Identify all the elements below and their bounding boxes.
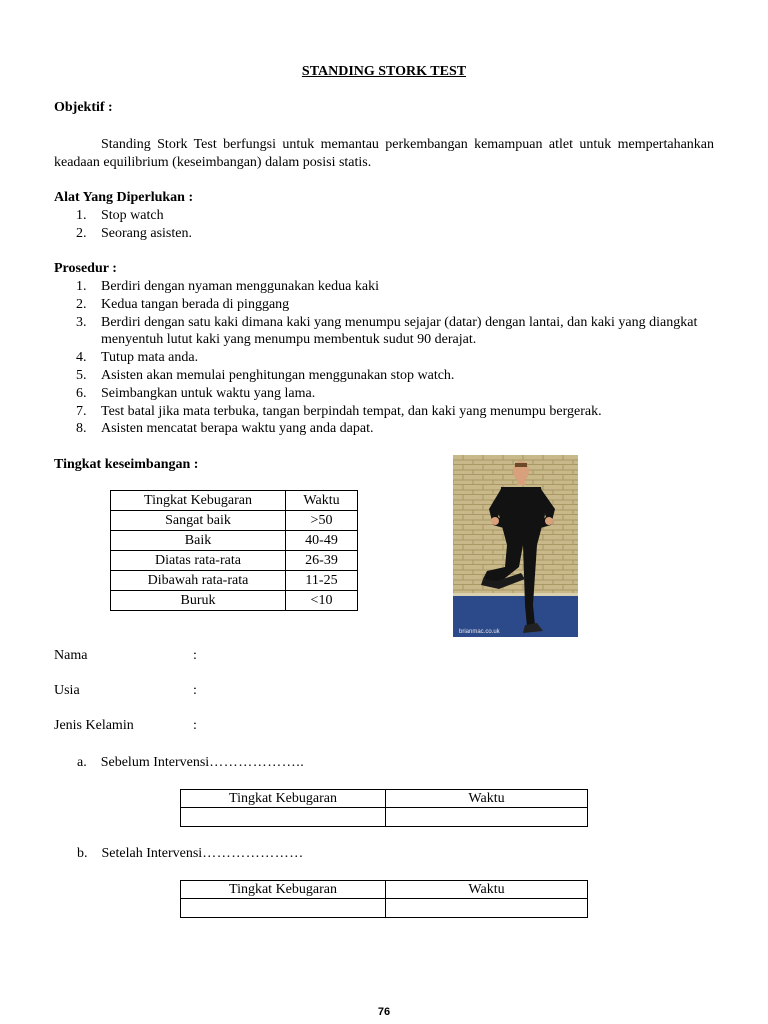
table-row [111, 591, 358, 611]
objective-body: Standing Stork Test berfungsi untuk memantau perkembangan kemampuan atlet untuk mempertahankan keadaan equilibrium (keseimbangan) dalam posisi statis. [54, 137, 714, 170]
table-header-cell: Tingkat Kebugaran [111, 491, 286, 511]
table-row [111, 571, 358, 591]
table-row [111, 531, 358, 551]
athlete-photo [453, 455, 578, 637]
table-cell: Diatas rata-rata [111, 551, 286, 571]
balance-table [110, 490, 358, 611]
list-item: 2. Kedua tangan berada di pinggang [76, 296, 290, 312]
table-cell: >50 [286, 511, 358, 531]
page-number: 76 [377, 1006, 391, 1018]
list-item: 1. Berdiri dengan nyaman menggunakan kedua kaki [76, 279, 379, 294]
table-row [111, 551, 358, 571]
list-item: 1. Stop watch [76, 208, 164, 223]
before-table [180, 789, 588, 827]
list-item: 8. Asisten mencatat berapa waktu yang anda dapat. [76, 421, 374, 437]
table-row [111, 511, 358, 531]
table-header-row [181, 881, 588, 899]
list-item: 6. Seimbangkan untuk waktu yang lama. [76, 385, 316, 401]
athlete-illustration [453, 455, 578, 637]
table-row [181, 808, 588, 827]
objective-heading: Objektif : [54, 100, 113, 115]
table-header-cell: Waktu [386, 881, 588, 899]
table-cell: <10 [286, 591, 358, 611]
list-item: 4. Tutup mata anda. [76, 350, 199, 366]
field-colon: : [193, 683, 197, 698]
table-cell: Sangat baik [111, 511, 286, 531]
field-colon: : [193, 718, 197, 733]
before-intervention-label: a. Sebelum Intervensi……………….. [77, 755, 305, 770]
after-table [180, 880, 588, 918]
table-header-cell: Waktu [386, 790, 588, 808]
table-cell [386, 899, 588, 918]
table-header-cell: Waktu [286, 491, 358, 511]
table-cell: 26-39 [286, 551, 358, 571]
table-row [181, 899, 588, 918]
list-item: 2. Seorang asisten. [76, 225, 192, 241]
table-cell [181, 899, 386, 918]
field-label-name: Nama [54, 648, 88, 663]
objective-text [54, 136, 714, 172]
page-title: STANDING STORK TEST [301, 64, 467, 79]
after-intervention-label: b. Setelah Intervensi………………… [77, 846, 304, 861]
table-cell: Dibawah rata-rata [111, 571, 286, 591]
table-header-cell: Tingkat Kebugaran [181, 790, 386, 808]
table-cell: Buruk [111, 591, 286, 611]
equipment-heading: Alat Yang Diperlukan : [54, 190, 194, 205]
table-cell: 40-49 [286, 531, 358, 551]
table-cell: 11-25 [286, 571, 358, 591]
field-colon: : [193, 648, 197, 663]
table-cell: Baik [111, 531, 286, 551]
photo-credit: brianmac.co.uk [459, 629, 500, 635]
table-cell [386, 808, 588, 827]
balance-heading: Tingkat keseimbangan : [54, 457, 199, 472]
table-header-row [111, 491, 358, 511]
field-label-gender: Jenis Kelamin [54, 718, 134, 733]
table-header-row [181, 790, 588, 808]
table-cell [181, 808, 386, 827]
field-label-age: Usia [54, 683, 80, 698]
table-header-cell: Tingkat Kebugaran [181, 881, 386, 899]
equipment-list [54, 207, 714, 243]
list-item: 3. Berdiri dengan satu kaki dimana kaki yang menumpu sejajar (datar) dengan lantai, dan kaki yang diangkat menyentuh lutut kaki yang menumpu membentuk sudut 90 derajat. [76, 314, 698, 348]
list-item: 5. Asisten akan memulai penghitungan menggunakan stop watch. [76, 367, 455, 383]
procedure-list [54, 278, 714, 438]
procedure-heading: Prosedur : [54, 261, 117, 276]
list-item: 7. Test batal jika mata terbuka, tangan berpindah tempat, dan kaki yang menumpu bergerak. [76, 403, 602, 419]
